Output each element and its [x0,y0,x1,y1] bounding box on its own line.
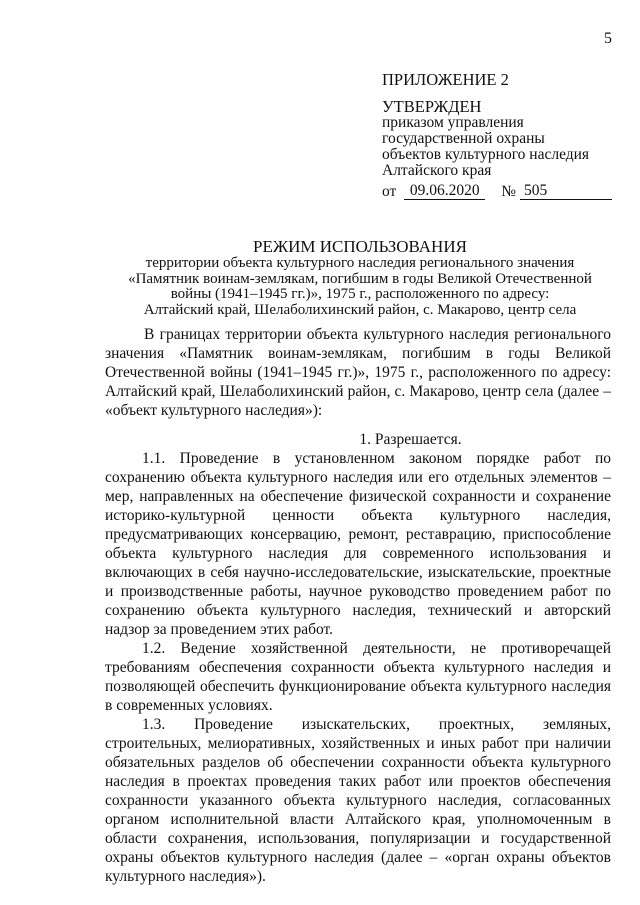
number-sign: № [501,183,516,200]
document-body [105,325,611,886]
order-number: 505 [520,183,612,200]
page-number: 5 [604,30,612,47]
item-1-1: 1.1. Проведение в установленном законом порядке работ по сохранению объекта культурного наследия или его отдельных элементов – мер, направленных на обеспечение физической сохранности и сохранение историко-культурной ценности объекта культурного наследия, предусматривающих консервацию, ремонт, реставрацию, приспособление объекта культурного наследия для современного использования и включающих в себя научно-исследовательские, изыскательские, проектные и производственные работы, научное руководство проведением работ по сохранению объекта культурного наследия, технический и авторский надзор за проведением этих работ. [105,450,611,638]
item-1-2: 1.2. Ведение хозяйственной деятельности, не противоречащей требованиям обеспечения сохранности объекта культурного наследия и позволяющей обеспечить функционирование объекта культурного наследия в современных условиях. [105,640,611,714]
title-line: «Памятник воинам-землякам, погибшим в годы Великой Отечественной [128,270,592,287]
intro-paragraph: В границах территории объекта культурного наследия регионального значения «Памятник воинам-землякам, погибшим в годы Великой Отечественной войны (1941–1945 гг.)», 1975 г., расположенного по адресу: Алтайский край, Шелаболихинский район, с. Макарово, центр села (далее – «объект культурного наследия»): [105,326,611,419]
date-prefix: от [382,183,397,200]
approval-line: государственной охраны [382,130,545,147]
main-title: РЕЖИМ ИСПОЛЬЗОВАНИЯ [253,237,467,256]
approval-line: объектов культурного наследия [382,146,590,163]
appendix-label: ПРИЛОЖЕНИЕ 2 [382,70,509,89]
item-1-3: 1.3. Проведение изыскательских, проектных, земляных, строительных, мелиоративных, хозяйственных и иных работ при наличии обязательных разделов об обеспечении сохранности объекта культурного наследия в проектах проведения таких работ или проектов обеспечения сохранности указанного объекта культурного наследия, согласованных органом исполнительной власти Алтайского края, уполномоченным в области сохранения, использования, популяризации и государственной охраны объектов культурного наследия (далее – «орган охраны объектов культурного наследия»). [105,716,611,885]
title-line: войны (1941–1945 гг.)», 1975 г., расположенного по адресу: [170,286,550,302]
title-line: Алтайский край, Шелаболихинский район, с. Макарово, центр села [143,301,577,318]
section-heading: 1. Разрешается. [359,431,462,448]
approval-line: Алтайского края [382,162,492,179]
title-line: территории объекта культурного наследия регионального значения [145,255,575,271]
approval-block [382,72,612,200]
approved-label: УТВЕРЖДЕН [382,97,482,116]
document-title [100,238,620,318]
approval-line: приказом управления [382,114,524,131]
order-line [382,180,612,200]
order-date: 09.06.2020 [404,183,485,200]
